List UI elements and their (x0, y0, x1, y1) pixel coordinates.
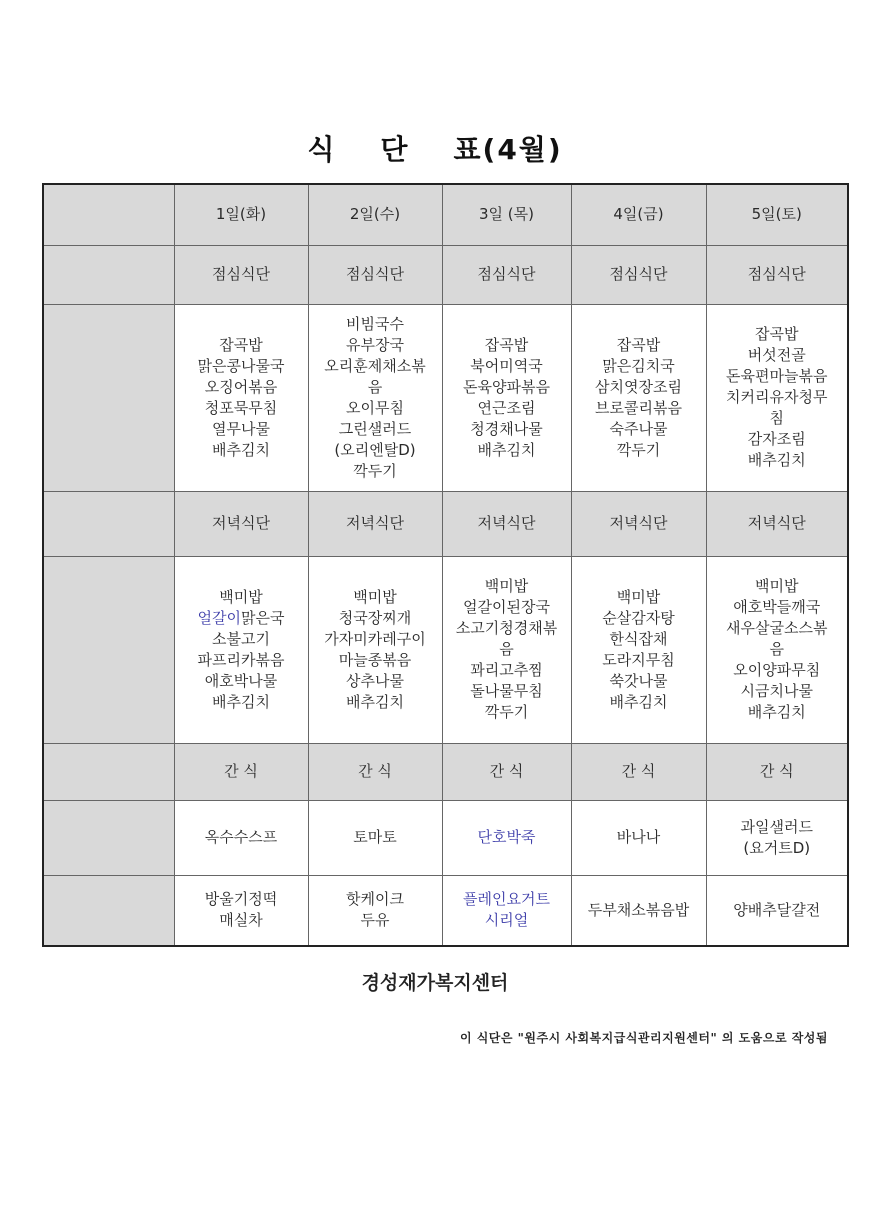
lunch-menu-cell (174, 304, 308, 491)
snack1-cell (442, 800, 571, 875)
dinner-menu-cell (442, 556, 571, 743)
snack2-cell (571, 875, 706, 946)
menu-item: 두부채소볶음밥 (587, 900, 690, 919)
menu-item: 애호박들깨국 (733, 598, 821, 616)
menu-item: 마늘종볶음 (338, 650, 412, 669)
snack1-cell (571, 800, 706, 875)
menu-item: 그린샐러드 (338, 419, 412, 438)
day-header: 4일(금) (571, 184, 706, 245)
menu-item: 쑥갓나물 (609, 671, 668, 690)
menu-item: 소불고기 (212, 629, 270, 648)
snack1-cell (174, 800, 308, 875)
menu-item: (오리엔탈D) (334, 440, 416, 459)
dinner-label: 저녁식단 (706, 491, 848, 556)
snack-label-row (43, 743, 848, 800)
menu-item: 맑은콩나물국 (197, 356, 285, 375)
snack-label: 간 식 (571, 743, 706, 800)
menu-item: 단호박죽 (477, 828, 536, 846)
menu-item: 상추나물 (346, 671, 404, 690)
menu-item: 삼치엿장조림 (595, 377, 682, 396)
lunch-label: 점심식단 (308, 245, 442, 304)
menu-item: 버섯전골 (747, 346, 806, 364)
snack-label: 간 식 (308, 743, 442, 800)
dinner-label: 저녁식단 (308, 491, 442, 556)
menu-item: 유부장국 (346, 335, 404, 354)
menu-item: 청포묵무침 (204, 398, 278, 417)
menu-item: 과일샐러드 (740, 817, 813, 836)
dinner-label: 저녁식단 (442, 491, 571, 556)
menu-item: 맑은김치국 (602, 356, 675, 375)
snack2-cell (174, 875, 308, 946)
dinner-menu-row (43, 556, 848, 743)
menu-item: 깍두기 (353, 461, 397, 480)
lunch-menu-cell (442, 304, 571, 491)
dinner-label-row (43, 491, 848, 556)
menu-item: 깍두기 (484, 703, 529, 721)
menu-item: 백미밥 (219, 587, 263, 606)
menu-item: 감자조림 (747, 430, 806, 448)
title-part-1: 식 (307, 133, 337, 166)
row-label (43, 875, 174, 946)
menu-item: 배추김치 (609, 692, 668, 711)
menu-item: 애호박나물 (204, 671, 278, 690)
menu-item: 꽈리고추찜 (470, 661, 543, 679)
menu-item: 배추김치 (212, 692, 270, 711)
menu-item: 두유 (360, 911, 390, 930)
lunch-menu-cell (308, 304, 442, 491)
lunch-label: 점심식단 (706, 245, 848, 304)
menu-item: 브로콜리볶음 (595, 398, 682, 417)
row-label (43, 304, 174, 491)
row-label (43, 800, 174, 875)
menu-item: 양배추달걀전 (733, 900, 821, 919)
menu-item: 백미밥 (755, 577, 799, 595)
menu-item: 도라지무침 (602, 650, 675, 669)
snack-label: 간 식 (442, 743, 571, 800)
menu-item: 오징어볶음 (204, 377, 278, 396)
dinner-menu-cell (571, 556, 706, 743)
lunch-label: 점심식단 (442, 245, 571, 304)
lunch-label-row (43, 245, 848, 304)
snack-label: 간 식 (174, 743, 308, 800)
menu-item: 깍두기 (616, 440, 661, 459)
dinner-menu-cell (174, 556, 308, 743)
menu-item: 돈육편마늘볶음 (726, 367, 828, 385)
menu-item: 배추김치 (747, 451, 806, 469)
menu-item: 얼갈이맑은국 (197, 608, 285, 627)
lunch-menu-cell (706, 304, 848, 491)
menu-item: 연근조림 (477, 398, 536, 417)
row-label (43, 184, 174, 245)
menu-item: 침 (769, 409, 784, 427)
snack1-cell (308, 800, 442, 875)
snack-label: 간 식 (706, 743, 848, 800)
menu-item: 파프리카볶음 (197, 650, 285, 669)
menu-item: 배추김치 (212, 440, 270, 459)
menu-item: 음 (499, 640, 514, 658)
menu-item: 비빔국수 (346, 314, 404, 333)
dinner-menu-cell (706, 556, 848, 743)
menu-item: 소고기청경채볶 (455, 619, 558, 637)
row-label (43, 556, 174, 743)
snack2-cell (442, 875, 571, 946)
snack2-cell (706, 875, 848, 946)
day-header-row (43, 184, 848, 245)
row-label (43, 743, 174, 800)
menu-item: 매실차 (219, 911, 263, 930)
menu-item: 열무나물 (212, 419, 270, 438)
menu-item: 숙주나물 (609, 419, 668, 438)
lunch-menu-cell (571, 304, 706, 491)
menu-item: 청국장찌개 (338, 608, 412, 627)
day-header: 3일 (목) (442, 184, 571, 245)
day-header: 5일(토) (706, 184, 848, 245)
dinner-menu-cell (308, 556, 442, 743)
menu-item: 치커리유자청무 (726, 388, 828, 406)
title-part-3: 표(4월) (453, 133, 563, 166)
dinner-label: 저녁식단 (571, 491, 706, 556)
menu-item: 음 (367, 377, 383, 396)
dinner-label: 저녁식단 (174, 491, 308, 556)
snack1-row (43, 800, 848, 875)
menu-item: 핫케이크 (346, 890, 404, 909)
center-name: 경성재가복지센터 (361, 972, 509, 994)
title-part-2: 단 (380, 133, 410, 166)
menu-item: 잡곡밥 (484, 335, 529, 354)
credit-note: 이 식단은 "원주시 사회복지급식관리지원센터" 의 도움으로 작성됨 (459, 1031, 828, 1045)
menu-item: 백미밥 (616, 587, 661, 606)
menu-item: (요거트D) (743, 838, 811, 857)
menu-item: 플레인요거트 (463, 890, 550, 909)
menu-item: 배추김치 (747, 703, 806, 721)
menu-item: 잡곡밥 (219, 335, 263, 354)
day-header: 2일(수) (308, 184, 442, 245)
menu-item: 방울기정떡 (204, 890, 278, 909)
menu-item: 토마토 (353, 828, 397, 846)
lunch-menu-row (43, 304, 848, 491)
menu-item: 오리훈제채소볶 (324, 356, 426, 375)
menu-item: 새우살굴소스볶 (726, 619, 828, 637)
lunch-label: 점심식단 (571, 245, 706, 304)
row-label (43, 491, 174, 556)
menu-item: 가자미카레구이 (324, 629, 426, 648)
menu-item: 한식잡채 (609, 629, 668, 648)
menu-item: 순살감자탕 (602, 608, 675, 627)
menu-item: 음 (769, 640, 784, 658)
menu-item: 옥수수스프 (204, 828, 278, 846)
menu-item: 시리얼 (484, 911, 529, 930)
menu-item: 돌나물무침 (470, 682, 543, 700)
menu-item: 잡곡밥 (755, 325, 799, 343)
menu-item: 잡곡밥 (616, 335, 661, 354)
menu-item: 백미밥 (353, 587, 397, 606)
menu-table (42, 183, 849, 947)
menu-item: 배추김치 (346, 692, 404, 711)
menu-item: 바나나 (616, 828, 661, 846)
day-header: 1일(화) (174, 184, 308, 245)
menu-item: 돈육양파볶음 (463, 377, 550, 396)
menu-item: 청경채나물 (470, 419, 543, 438)
snack2-cell (308, 875, 442, 946)
lunch-label: 점심식단 (174, 245, 308, 304)
menu-item: 얼갈이된장국 (463, 598, 550, 616)
menu-item: 오이무침 (346, 398, 404, 417)
menu-item: 북어미역국 (470, 356, 543, 375)
page-title (0, 128, 870, 168)
menu-item: 배추김치 (477, 440, 536, 459)
row-label (43, 245, 174, 304)
menu-item: 백미밥 (484, 577, 529, 595)
snack2-row (43, 875, 848, 946)
snack1-cell (706, 800, 848, 875)
menu-item: 시금치나물 (740, 682, 813, 700)
menu-item: 오이양파무침 (733, 661, 821, 679)
